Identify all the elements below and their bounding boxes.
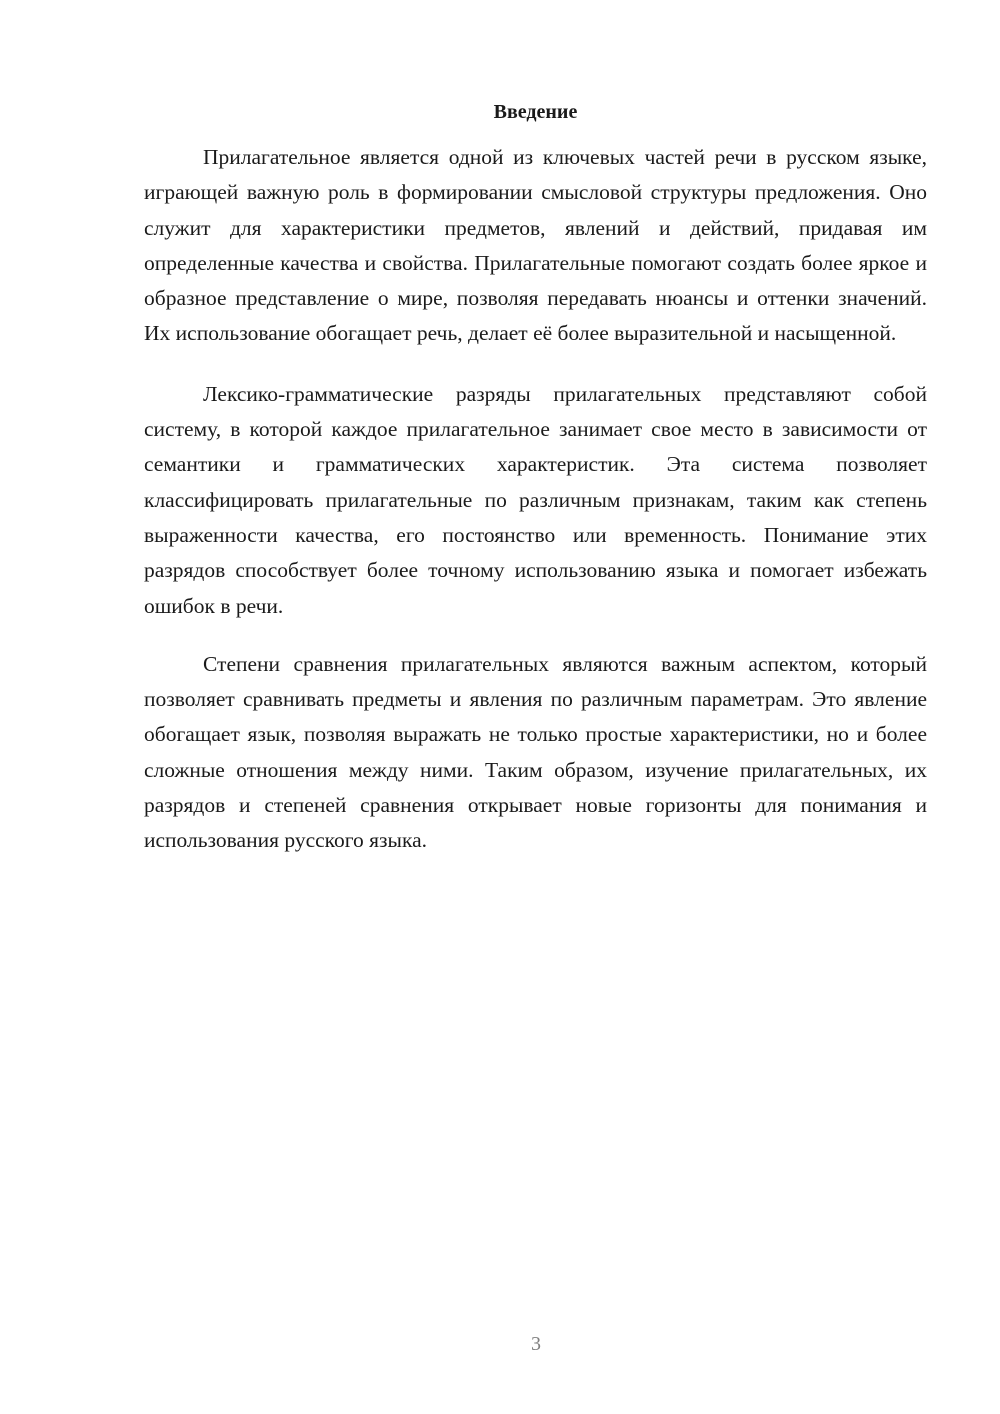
- page-number: 3: [531, 1333, 541, 1355]
- paragraph-categories: Лексико-грамматические разряды прилагательных представляют собой систему, в которой каждое прилагательное занимает свое место в зависимости от семантики и грамматических характеристик. Эта система позволяет классифицировать прилагательные по различным признакам, таким как степень выраженности качества, его постоянство или временность. Понимание этих разрядов способствует более точному использованию языка и помогает избежать ошибок в речи.: [144, 381, 927, 618]
- page-title: Введение: [493, 101, 578, 123]
- paragraph-intro: Прилагательное является одной из ключевых частей речи в русском языке, играющей важную роль в формировании смысловой структуры предложения. Оно служит для характеристики предметов, явлений и действий, придавая им определенные качества и свойства. Прилагательные помогают создать более яркое и образное представление о мире, позволяя передавать нюансы и оттенки значений. Их использование обогащает речь, делает её более выразительной и насыщенной.: [144, 145, 927, 346]
- paragraph-comparison: Степени сравнения прилагательных являются важным аспектом, который позволяет сравнивать предметы и явления по различным параметрам. Это явление обогащает язык, позволяя выражать не только простые характеристики, но и более сложные отношения между ними. Таким образом, изучение прилагательных, их разрядов и степеней сравнения открывает новые горизонты для понимания и использования русского языка.: [144, 651, 927, 853]
- page-content: [144, 96, 927, 859]
